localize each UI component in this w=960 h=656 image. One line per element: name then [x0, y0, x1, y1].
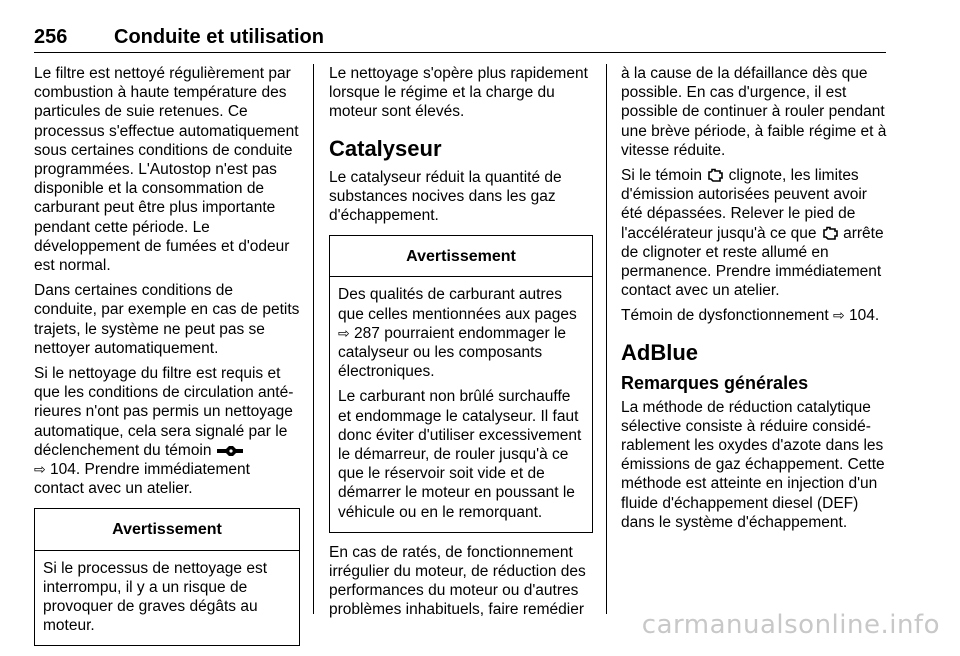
- paragraph: Témoin de dysfonctionnement ⇨ 104.: [621, 307, 880, 325]
- page-reference[interactable]: 104: [50, 461, 76, 479]
- exhaust-filter-icon: [216, 444, 244, 458]
- column-3: [621, 64, 887, 538]
- warning-title: Avertissement: [35, 509, 299, 550]
- page-header: [34, 26, 886, 53]
- column-divider: [313, 64, 314, 614]
- section-heading: Catalyseur: [329, 135, 442, 161]
- page-number: 256: [34, 26, 68, 48]
- warning-title: Avertissement: [330, 236, 592, 277]
- column-2: [329, 64, 593, 626]
- column-divider: [606, 64, 607, 614]
- warning-box: [34, 508, 300, 646]
- subsection-heading: Remarques générales: [621, 372, 809, 393]
- column-1: [34, 64, 300, 656]
- warning-box: [329, 235, 593, 533]
- section-heading: AdBlue: [621, 339, 698, 365]
- paragraph: En cas de ratés, de fonctionnement irrégulier du moteur, de réduction des performances du moteur ou d'autres problèmes inhabituels, faire remédier: [329, 543, 586, 619]
- paragraph: Le catalyseur réduit la quantité de substances nocives dans les gaz d'échappement.: [329, 168, 562, 225]
- warning-text: Le carburant non brûlé surchauffe et endommage le catalyseur. Il faut donc éviter d'utiliser excessivement le démarreur, de rouler jusqu'à ce que le réservoir soit vide et de démarrer le moteur en poussant le véhicule ou en le remorquant.: [338, 388, 582, 521]
- page-reference[interactable]: 104.: [849, 307, 880, 325]
- page-ref-arrow-icon: ⇨: [338, 324, 350, 341]
- page-reference[interactable]: 287: [354, 324, 380, 342]
- engine-check-icon: [706, 168, 724, 183]
- page-ref-arrow-icon: ⇨: [34, 461, 46, 478]
- paragraph: Si le nettoyage du filtre est requis et que les conditions de circulation antérieures n'ont pas permis un nettoyage automatique, cela sera signalé par le déclenchement du témoin ⇨ 104. Prendre immédiatement contact avec un atelier.: [34, 365, 294, 498]
- paragraph: La méthode de réduction catalytique sélective consiste à réduire considérablement les oxydes d'azote dans les émissions de gaz échappement. Cette méthode est atteinte en injection d'un fluide d'échappement diesel (DEF) dans le système d'échappement.: [621, 398, 885, 531]
- watermark: carmanualsonline.info: [641, 610, 940, 640]
- page-title: Conduite et utilisation: [114, 26, 324, 48]
- paragraph: Le nettoyage s'opère plus rapidement lorsque le régime et la charge du moteur sont élevés.: [329, 65, 588, 121]
- page-ref-arrow-icon: ⇨: [832, 307, 845, 324]
- paragraph: Dans certaines conditions de conduite, par exemple en cas de petits trajets, le système ne peut pas se nettoyer automatiquement.: [34, 282, 300, 357]
- warning-text: Des qualités de carburant autres que celles mentionnées aux pages ⇨ 287 pourraient endommager le catalyseur ou les composants électroniques.: [338, 286, 577, 381]
- paragraph: à la cause de la défaillance dès que possible. En cas d'urgence, il est possible de continuer à rouler pendant une brève période, à faible régime et à vitesse réduite.: [621, 65, 887, 159]
- paragraph: Le filtre est nettoyé régulièrement par combustion à haute température des particules de suie retenues. Ce processus s'effectue automatiquement sous certaines conditions de conduite programmées. L'Autostop n'est pas disponible et la consommation de carburant peut être plus importante pendant cette période. Le développement de fumées et d'odeur est normal.: [34, 65, 299, 275]
- engine-check-icon: [821, 226, 839, 241]
- warning-text: Si le processus de nettoyage est interrompu, il y a un risque de provoquer de graves dégâts au moteur.: [43, 559, 268, 635]
- paragraph: Si le témoin clignote, les limites d'émission autorisées peuvent avoir été dépassées. Relever le pied de l'accélérateur jusqu'à ce que arrête de clignoter et reste allumé en permanence. Prendre immédiatement contact avec un atelier.: [621, 167, 884, 300]
